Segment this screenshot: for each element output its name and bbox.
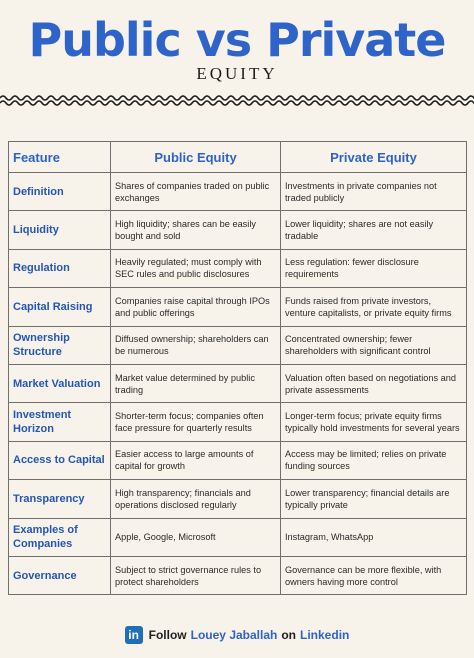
row-private-cell: Funds raised from private investors, venture capitalists, or private equity firms (281, 288, 467, 326)
row-public-cell: High transparency; financials and operations disclosed regularly (111, 480, 281, 518)
row-public-cell: Market value determined by public trading (111, 364, 281, 402)
table-row (9, 556, 467, 594)
row-feature-cell: Transparency (9, 480, 111, 518)
page-subtitle: EQUITY (196, 64, 278, 83)
row-public-cell: Shares of companies traded on public exchanges (111, 173, 281, 211)
row-public-cell: Companies raise capital through IPOs and public offerings (111, 288, 281, 326)
page-title: Public vs Private (28, 13, 446, 67)
row-public-cell: High liquidity; shares can be easily bought and sold (111, 211, 281, 249)
row-private-cell: Valuation often based on negotiations and private assessments (281, 364, 467, 402)
table-row (9, 364, 467, 402)
row-public-cell: Heavily regulated; must comply with SEC rules and public disclosures (111, 249, 281, 287)
row-feature-cell: Definition (9, 173, 111, 211)
wavy-divider (0, 90, 474, 110)
row-private-cell: Longer-term focus; private equity firms typically hold investments for several years (281, 403, 467, 441)
row-private-cell: Lower transparency; financial details are typically private (281, 480, 467, 518)
row-public-cell: Apple, Google, Microsoft (111, 518, 281, 556)
footer-follow[interactable] (0, 626, 474, 644)
row-private-cell: Lower liquidity; shares are not easily tradable (281, 211, 467, 249)
table-row (9, 326, 467, 364)
row-feature-cell: Access to Capital (9, 441, 111, 479)
footer-platform[interactable]: Linkedin (300, 628, 350, 642)
row-feature-cell: Examples of Companies (9, 518, 111, 556)
row-public-cell: Shorter-term focus; companies often face pressure for quarterly results (111, 403, 281, 441)
row-private-cell: Less regulation: fewer disclosure requirements (281, 249, 467, 287)
table-row (9, 173, 467, 211)
row-public-cell: Easier access to large amounts of capital for growth (111, 441, 281, 479)
table-row (9, 403, 467, 441)
column-header-private: Private Equity (281, 142, 467, 173)
table-row (9, 518, 467, 556)
column-header-public: Public Equity (111, 142, 281, 173)
row-private-cell: Concentrated ownership; fewer shareholders with significant control (281, 326, 467, 364)
table-row (9, 211, 467, 249)
linkedin-icon: in (125, 626, 143, 644)
row-private-cell: Instagram, WhatsApp (281, 518, 467, 556)
table-row (9, 288, 467, 326)
row-feature-cell: Capital Raising (9, 288, 111, 326)
table-row (9, 480, 467, 518)
row-private-cell: Governance can be more flexible, with owners having more control (281, 556, 467, 594)
row-private-cell: Investments in private companies not traded publicly (281, 173, 467, 211)
footer-on-text: on (281, 628, 297, 642)
footer-author[interactable]: Louey Jaballah (190, 628, 278, 642)
row-public-cell: Subject to strict governance rules to protect shareholders (111, 556, 281, 594)
footer-follow-text: Follow (148, 628, 187, 642)
row-feature-cell: Investment Horizon (9, 403, 111, 441)
row-feature-cell: Regulation (9, 249, 111, 287)
row-feature-cell: Market Valuation (9, 364, 111, 402)
row-feature-cell: Governance (9, 556, 111, 594)
comparison-table (8, 141, 467, 595)
row-public-cell: Diffused ownership; shareholders can be numerous (111, 326, 281, 364)
table-header-row (9, 142, 467, 173)
table-row (9, 249, 467, 287)
row-feature-cell: Ownership Structure (9, 326, 111, 364)
row-private-cell: Access may be limited; relies on private funding sources (281, 441, 467, 479)
row-feature-cell: Liquidity (9, 211, 111, 249)
column-header-feature: Feature (9, 142, 111, 173)
table-row (9, 441, 467, 479)
